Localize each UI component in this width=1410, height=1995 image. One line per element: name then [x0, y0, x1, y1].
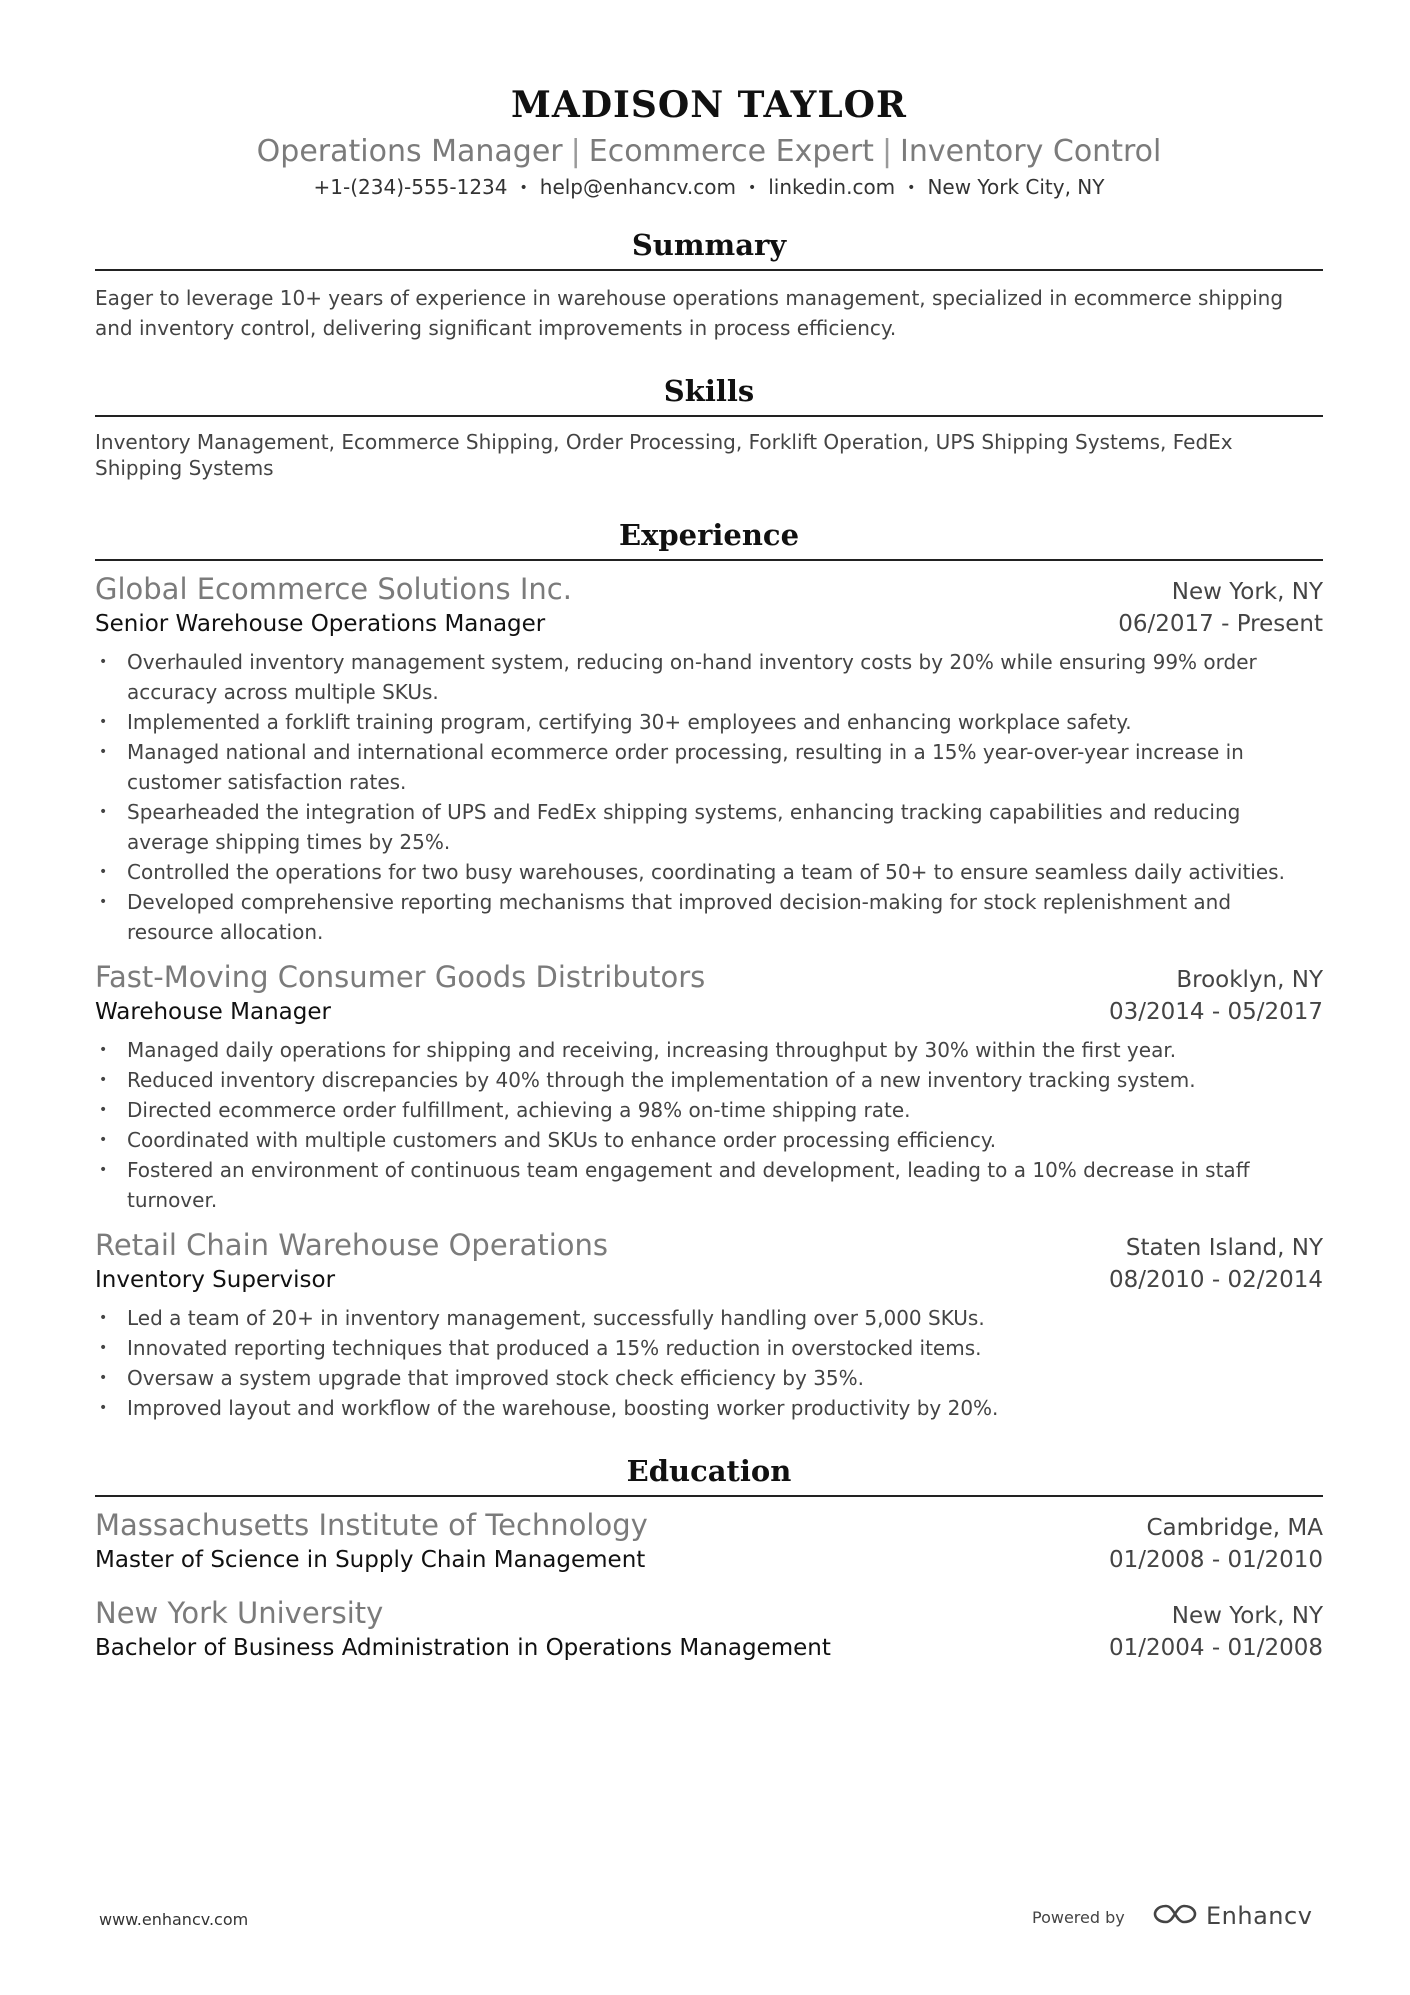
achievement-list [95, 1035, 1323, 1215]
headline-title: Inventory Control [900, 134, 1162, 169]
experience-entry [95, 571, 1323, 947]
achievement-item [95, 797, 1323, 857]
bullet-mark: • [99, 804, 108, 820]
achievement-list [95, 1303, 1323, 1423]
contact-email[interactable]: help@enhancv.com [539, 175, 736, 199]
education-entry [95, 1507, 1323, 1577]
achievement-item [95, 1333, 1323, 1363]
achievement-text: Coordinated with multiple customers and SKUs to enhance order processing efficiency. [127, 1128, 997, 1152]
section-heading: Summary [631, 228, 787, 262]
entry-header-row [95, 959, 1323, 995]
bullet-mark: • [99, 894, 108, 910]
achievement-text: Improved layout and workflow of the warehouse, boosting worker productivity by 20%. [127, 1396, 999, 1420]
bullet-mark: • [99, 744, 108, 760]
school-location: New York, NY [1171, 1603, 1323, 1629]
bullet-mark: • [99, 1132, 108, 1148]
candidate-name: MADISON TAYLOR [511, 84, 907, 126]
enhancv-logo-icon [1152, 1902, 1198, 1930]
section-divider [95, 1495, 1323, 1497]
skills-section [95, 373, 1323, 481]
contact-separator: • [747, 180, 757, 196]
summary-text: Eager to leverage 10+ years of experience in warehouse operations management, specialized in ecommerce shipping and inventory control, delivering significant improvements in process efficiency. [95, 286, 1284, 340]
bullet-mark: • [99, 1400, 108, 1416]
section-divider [95, 559, 1323, 561]
job-dates: 08/2010 - 02/2014 [1108, 1267, 1323, 1293]
achievement-text: Led a team of 20+ in inventory management, successfully handling over 5,000 SKUs. [127, 1306, 985, 1330]
education-dates: 01/2008 - 01/2010 [1108, 1547, 1323, 1573]
school-name: New York University [95, 1596, 384, 1630]
bullet-mark: • [99, 714, 108, 730]
bullet-mark: • [99, 1102, 108, 1118]
experience-section [95, 517, 1323, 1423]
entry-header-row [95, 1595, 1323, 1631]
powered-by-label: Powered by [1032, 1908, 1125, 1927]
entry-degree-row [95, 1631, 1323, 1665]
achievement-item [95, 857, 1323, 887]
job-location: Staten Island, NY [1125, 1235, 1323, 1261]
achievement-text: Controlled the operations for two busy warehouses, coordinating a team of 50+ to ensure seamless daily activities. [127, 860, 1285, 884]
achievement-text: Overhauled inventory management system, reducing on-hand inventory costs by 20% while ensuring 99% order accuracy across multiple SKUs. [127, 650, 1257, 704]
entry-role-row [95, 607, 1323, 641]
contact-separator: • [907, 180, 916, 196]
bullet-mark: • [99, 1162, 108, 1178]
degree-name: Master of Science in Supply Chain Management [95, 1547, 646, 1573]
school-location: Cambridge, MA [1146, 1515, 1323, 1541]
achievement-text: Fostered an environment of continuous team engagement and development, leading to a 10% decrease in staff turnover. [127, 1158, 1250, 1212]
page-footer [0, 1902, 1410, 1936]
education-section [95, 1453, 1323, 1665]
skills-text: Inventory Management, Ecommerce Shipping, Order Processing, Forklift Operation, UPS Shipping Systems, FedEx Shipping Systems [95, 430, 1233, 480]
entry-role-row [95, 1263, 1323, 1297]
entry-role-row [95, 995, 1323, 1029]
headline-separator: | [881, 134, 893, 169]
contact-separator: • [519, 180, 528, 196]
bullet-mark: • [99, 654, 108, 670]
achievement-item [95, 1303, 1323, 1333]
section-divider [95, 415, 1323, 417]
achievement-item [95, 1393, 1323, 1423]
contact-phone[interactable]: +1-(234)-555-1234 [313, 175, 508, 199]
achievement-item [95, 647, 1323, 707]
achievement-item [95, 1155, 1323, 1215]
achievement-item [95, 707, 1323, 737]
headline [95, 132, 1323, 172]
achievement-item [95, 1363, 1323, 1393]
company-name: Fast-Moving Consumer Goods Distributors [95, 960, 706, 994]
resume-header [95, 0, 1323, 201]
job-location: Brooklyn, NY [1176, 967, 1323, 993]
section-divider [95, 269, 1323, 271]
bullet-mark: • [99, 864, 108, 880]
achievement-text: Oversaw a system upgrade that improved stock check efficiency by 35%. [127, 1366, 865, 1390]
entry-header-row [95, 1227, 1323, 1263]
section-heading: Experience [618, 518, 800, 552]
school-name: Massachusetts Institute of Technology [95, 1508, 648, 1542]
bullet-mark: • [99, 1072, 108, 1088]
resume-page [95, 0, 1323, 1665]
bullet-mark: • [99, 1340, 108, 1356]
bullet-mark: • [99, 1310, 108, 1326]
achievement-text: Managed daily operations for shipping and receiving, increasing throughput by 30% within the first year. [127, 1038, 1177, 1062]
education-dates: 01/2004 - 01/2008 [1108, 1635, 1323, 1661]
job-dates: 06/2017 - Present [1118, 611, 1323, 637]
footer-url-link[interactable]: www.enhancv.com [99, 1910, 249, 1929]
achievement-text: Managed national and international ecommerce order processing, resulting in a 15% year-over-year increase in customer satisfaction rates. [127, 740, 1244, 794]
education-entry [95, 1595, 1323, 1665]
bullet-mark: • [99, 1370, 108, 1386]
job-title: Senior Warehouse Operations Manager [95, 611, 546, 637]
bullet-mark: • [99, 1042, 108, 1058]
job-title: Inventory Supervisor [95, 1267, 336, 1293]
achievement-item [95, 1035, 1323, 1065]
job-title: Warehouse Manager [95, 999, 331, 1025]
achievement-item [95, 1065, 1323, 1095]
contact-linkedin[interactable]: linkedin.com [768, 175, 896, 199]
achievement-list [95, 647, 1323, 947]
brand-link[interactable] [1152, 1902, 1312, 1930]
company-name: Global Ecommerce Solutions Inc. [95, 572, 572, 606]
section-heading: Skills [663, 374, 755, 408]
achievement-text: Directed ecommerce order fulfillment, achieving a 98% on-time shipping rate. [127, 1098, 911, 1122]
achievement-text: Innovated reporting techniques that produced a 15% reduction in overstocked items. [127, 1336, 982, 1360]
company-name: Retail Chain Warehouse Operations [95, 1228, 609, 1262]
achievement-text: Spearheaded the integration of UPS and FedEx shipping systems, enhancing tracking capabilities and reducing average shipping times by 25%. [127, 800, 1241, 854]
section-heading: Education [626, 1454, 792, 1488]
achievement-item [95, 887, 1323, 947]
experience-entry [95, 959, 1323, 1215]
headline-separator: | [570, 134, 581, 169]
contact-location: New York City, NY [927, 175, 1105, 199]
entry-header-row [95, 1507, 1323, 1543]
entry-degree-row [95, 1543, 1323, 1577]
headline-title: Operations Manager [256, 134, 563, 169]
degree-name: Bachelor of Business Administration in Operations Management [95, 1635, 831, 1661]
achievement-item [95, 737, 1323, 797]
brand-name: Enhancv [1206, 1902, 1313, 1930]
summary-section [95, 227, 1323, 343]
job-location: New York, NY [1171, 579, 1323, 605]
achievement-text: Implemented a forklift training program, certifying 30+ employees and enhancing workplace safety. [127, 710, 1132, 734]
job-dates: 03/2014 - 05/2017 [1108, 999, 1323, 1025]
achievement-text: Developed comprehensive reporting mechanisms that improved decision-making for stock replenishment and resource allocation. [127, 890, 1232, 944]
achievement-item [95, 1095, 1323, 1125]
entry-header-row [95, 571, 1323, 607]
experience-entry [95, 1227, 1323, 1423]
contact-line [95, 174, 1323, 201]
achievement-text: Reduced inventory discrepancies by 40% through the implementation of a new inventory tracking system. [127, 1068, 1196, 1092]
headline-title: Ecommerce Expert [588, 134, 874, 169]
achievement-item [95, 1125, 1323, 1155]
